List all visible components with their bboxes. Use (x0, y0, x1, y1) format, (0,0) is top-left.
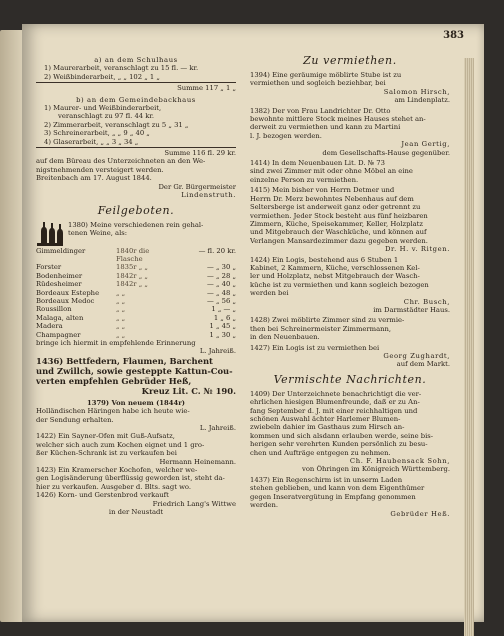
wine-price: — „ 30 „ (207, 263, 236, 272)
ad-line: 1426) Korn- und Gerstenbrod verkauft (36, 491, 169, 500)
ad-line: 1436) Bettfedern, Flaumen, Barchent (36, 355, 213, 366)
wine-row (36, 247, 236, 264)
ad-line: vermiethen und sogleich beziehbar, bei (250, 79, 386, 88)
ad-line: werden bei (250, 289, 289, 298)
wine-price: — „ 40 „ (207, 280, 236, 289)
wine-mark: „ „ (116, 330, 126, 339)
ad-line: 1428) Zwei möblirte Zimmer sind zu vermie- (250, 316, 405, 325)
wine-price: — „ 56 „ (207, 296, 236, 305)
signature: Lindenstruth. (181, 191, 236, 200)
signature: Jean Gertig, (401, 140, 450, 149)
ad-line: bewohnte mittlere Stock meines Hauses stehet an- (250, 115, 426, 124)
wine-mark: 1842r „ „ (116, 280, 148, 289)
gemeinde-title: b) an dem Gemeindebackhaus (76, 95, 196, 104)
ad-block (250, 476, 450, 518)
wine-name: Gimmeldinger (36, 246, 86, 255)
ad-line: then bei Schreinermeister Zimmermann, (250, 324, 392, 333)
cost-line: 2) Zimmerarbeit, veranschlagt zu 5 „ 31 „ (44, 120, 189, 129)
ad-line: 1427) Ein Logis ist zu vermiethen bei (250, 343, 380, 352)
page-number: 383 (443, 30, 464, 41)
cost-line: 2) Weißbinderarbeit, „ „ 102 „ 1 „ (44, 72, 160, 81)
wine-price: 1 „ 30 „ (209, 330, 236, 339)
ad-line: kommen und sich alsdann erlauben werde, seine bis- (250, 431, 434, 440)
wine-price: — „ 28 „ (207, 271, 236, 280)
ad-line: verten empfehlen Gebrüder Heß, (36, 375, 192, 386)
ad-line: und Mitgebrauch der Waschküche, und können auf (250, 228, 427, 237)
ad-line: 1394) Eine geräumige möblirte Stube ist zu (250, 71, 402, 79)
wine-ad-intro (36, 221, 236, 247)
left-column (36, 56, 236, 516)
body-line: tenen Weine, als: (68, 228, 128, 237)
misc-ads (250, 390, 450, 518)
ad-line: Herrn Dr. Merz bewohntes Nebenhaus auf dem (250, 194, 414, 203)
wine-price: — „ 48 „ (207, 288, 236, 297)
signature: auf dem Markt. (396, 360, 450, 369)
wine-name: Bodenheimer (36, 271, 83, 280)
ad-line: 1382) Der von Frau Landrichter Dr. Otto (250, 106, 391, 115)
wine-row (36, 272, 236, 280)
previous-page-edge (0, 30, 22, 622)
ad-line: vermiethen. Jeder Stock besteht aus fünf heizbaren (250, 211, 428, 220)
body-line: bringe ich hiermit in empfehlende Erinnerung (36, 338, 196, 347)
wine-mark: 1835r „ „ (116, 263, 148, 272)
ad-block (250, 186, 450, 253)
wine-row (36, 289, 236, 297)
wine-name: Bordeaux Medoc (36, 296, 95, 305)
wine-name: Rüdesheimer (36, 280, 82, 289)
wine-row (36, 322, 236, 330)
body-line: nigstnehmenden versteigert werden. (36, 165, 164, 174)
section-heading-vermischte: Vermischte Nachrichten. (273, 372, 427, 386)
wine-mark: „ „ (116, 296, 126, 305)
ad-line: in den Neuenbauen. (250, 333, 320, 342)
sum-line: Summe 117 „ 1 „ (177, 84, 236, 93)
ad-line: hier zu verkaufen. Ausgeber d. Blts. sagt wo. (36, 482, 192, 491)
rental-ads (250, 71, 450, 369)
signature: Der Gr. Bürgermeister (158, 182, 236, 191)
ad-line: werden. (250, 501, 279, 510)
body-line: Breitenbach am 17. August 1844. (36, 174, 152, 183)
ad-line: chen und Aufträge entgegen zu nehmen. (250, 448, 391, 457)
ad-line: derweit zu vermiethen und kann zu Martini (250, 123, 401, 132)
body-line: 1380) Meine verschiedenen rein gehal- (68, 220, 204, 229)
wine-mark: „ „ (116, 305, 126, 314)
ad-line: küche ist zu vermiethen und kann sogleich bezogen (250, 280, 429, 289)
sum-line: Summe 116 fl. 29 kr. (164, 149, 236, 158)
section-heading-vermiethen: Zu vermiethen. (303, 54, 397, 67)
ad-line: 1415) Mein bisher von Herrn Detmer und (250, 186, 395, 195)
bettfedern-ad (36, 356, 236, 396)
schulhaus-title: a) an dem Schulhaus (94, 56, 178, 64)
ad-line: zwiebeln dahier im Gasthaus zum Hirsch an- (250, 423, 405, 432)
ad-block (250, 107, 450, 157)
ad-line: herigen sehr verehrten Kunden persönlich zu besu- (250, 440, 428, 449)
wine-row (36, 280, 236, 288)
ad-line: gegen Inseratvergütung in Empfang genommen (250, 492, 416, 501)
wine-row (36, 297, 236, 305)
signature: in der Neustadt (108, 508, 164, 517)
cost-line: 1) Maurer- und Weißbinderarbeit, (44, 104, 162, 113)
ad-line: 1422) Ein Sayner-Ofen mit Guß-Aufsatz, (36, 432, 175, 441)
wine-row (36, 305, 236, 313)
wine-mark: 1842r „ „ (116, 271, 148, 280)
wine-name: Malaga, alten (36, 313, 84, 322)
wine-name: Bordeaux Estephe (36, 288, 100, 297)
wine-name: Madera (36, 322, 63, 331)
ad-block (250, 316, 450, 341)
wine-mark: „ „ (116, 322, 126, 331)
wine-price: 1 „ 6 „ (213, 313, 236, 322)
wine-price-list (36, 247, 236, 339)
ad-line: schönen Auswahl ächter Harlemer Blumen- (250, 415, 401, 424)
ad-line: 1414) In dem Neuenbauen Lit. D. № 73 (250, 159, 385, 168)
ad-line: sind zwei Zimmer mit oder ohne Möbel an eine (250, 167, 413, 176)
wine-mark: „ „ (116, 288, 126, 297)
ad-block (250, 344, 450, 369)
wine-mark: „ „ (116, 313, 126, 322)
signature: dem Gesellschafts-Hause gegenüber. (322, 148, 450, 157)
wine-mark: 1840r die Flasche (116, 246, 150, 263)
ad-line: 1409) Der Unterzeichnete benachrichtigt die ver- (250, 389, 422, 398)
ad-block (250, 159, 450, 184)
ad-block (250, 71, 450, 105)
ad-line: ler und Holzplatz, nebst Mitgebrauch der Wasch- (250, 272, 420, 281)
signature: Friedrich Lang's Wittwe (152, 499, 236, 508)
cost-line: veranschlagt zu 97 fl. 44 kr. (58, 112, 155, 121)
wine-price: 1 „ — „ (211, 305, 236, 314)
ad-line: 1437) Ein Regenschirm ist in unserm Laden (250, 475, 403, 484)
signature: Georg Zughardt, (383, 352, 450, 360)
ad-line: l. J. bezogen werden. (250, 131, 322, 140)
ad-line: 1423) Ein Kramerscher Kochofen, welcher we- (36, 466, 198, 475)
body-line: auf dem Büreau des Unterzeichneten an den We- (36, 157, 206, 166)
wine-name: Roussillon (36, 305, 72, 314)
sum-rule (36, 147, 236, 148)
ad-block (250, 390, 450, 474)
ad-line: welcher sich auch zum Kochen eignet und 1 gro- (36, 440, 205, 449)
signature: von Öhringen im Königreich Württemberg. (302, 465, 450, 474)
signature: L. Jahreiß. (199, 347, 236, 356)
section-heading-feilgeboten: Feilgeboten. (97, 203, 175, 217)
ad-line: einzelne Person zu vermiethen. (250, 175, 359, 184)
signature: Chr. Busch, (403, 297, 450, 306)
cost-line: 3) Schreinerarbeit, „ „ 9 „ 40 „ (44, 129, 150, 138)
signature: L. Jahreiß. (199, 424, 236, 432)
right-column (250, 56, 450, 520)
ad-line: Verlangen Mansardezimmer dazu gegeben werden. (250, 236, 428, 245)
ad-line: ßer Küchen-Schrank ist zu verkaufen bei (36, 449, 177, 458)
wine-name: Champagner (36, 330, 81, 339)
wine-name: Forster (36, 263, 62, 272)
wine-bottles-icon (36, 221, 64, 247)
cost-line: 1) Maurerarbeit, veranschlagt zu 15 fl. — kr. (44, 64, 199, 73)
ad-line: der Sendung erhalten. (36, 415, 114, 424)
page-stack-edge (464, 58, 474, 636)
signature: Gebrüder Heß. (390, 509, 450, 518)
ad-line: Seltersberge ist anderweit ganz oder getrennt zu (250, 203, 421, 212)
ad-line: 1379) Von neuem (1844r) (86, 398, 185, 407)
ad-line: gen Logisänderung überflüssig geworden ist, steht da- (36, 474, 225, 483)
signature: Salomon Hirsch, (383, 87, 450, 96)
wine-row (36, 263, 236, 271)
ad-line: Kabinet, 2 Kammern, Küche, verschlossenen Kel- (250, 263, 420, 272)
ad-line: und Zwillch, sowie gesteppte Kattun-Cou- (36, 365, 233, 376)
ad-line: Kreuz Lit. C. № 190. (141, 385, 236, 396)
ad-line: Holländischen Häringen habe ich heute wie- (36, 407, 190, 416)
signature: Dr. H. v. Ritgen. (384, 245, 450, 254)
ad-block (250, 256, 450, 315)
signature: Hermann Heinemann. (159, 457, 236, 466)
ad-line: ehrlichen hiesigen Blumenfreunde, daß er zu An- (250, 398, 420, 407)
signature: am Lindenplatz. (394, 96, 450, 105)
sum-rule (36, 82, 236, 83)
wine-row (36, 314, 236, 322)
wine-price: — fl. 20 kr. (198, 246, 236, 255)
wine-row (36, 331, 236, 339)
ad-line: fang September d. J. mit einer reichhaltigen und (250, 406, 418, 415)
signature: Ch. F. Haubensack Sohn, (349, 457, 450, 466)
cost-line: 4) Glaserarbeit, „ „ 3 „ 34 „ (44, 137, 139, 146)
ad-line: 1424) Ein Logis, bestehend aus 6 Stuben 1 (250, 255, 399, 264)
ad-line: stehen geblieben, und kann von dem Eigenthümer (250, 484, 425, 493)
wine-price: 1 „ 45 „ (209, 322, 236, 331)
signature: im Darmstädter Haus. (373, 305, 450, 314)
ad-line: Zimmern, Küche, Speisekammer, Keller, Holzplatz (250, 219, 423, 228)
